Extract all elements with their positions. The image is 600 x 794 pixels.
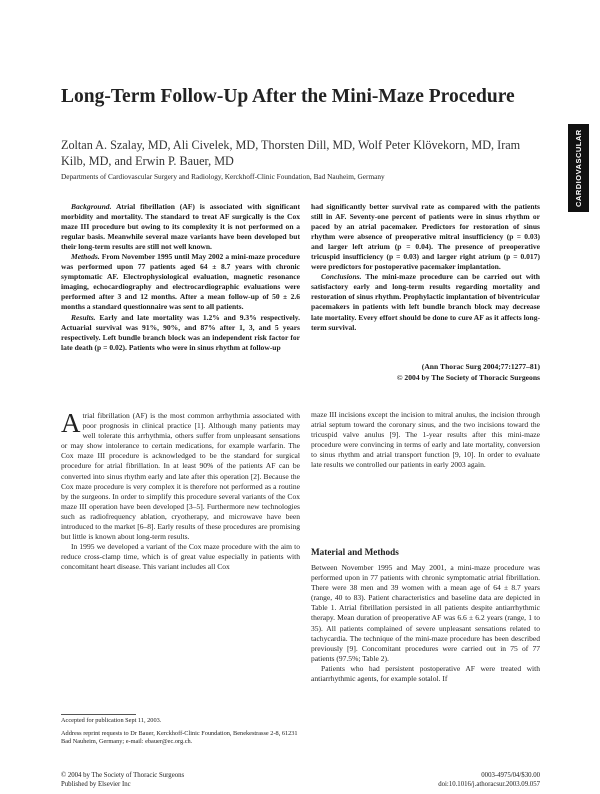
abstract-left-column [61,202,300,353]
abstract-results-right: had significantly better survival rate as compared with the patients still in AF. Seventy-one percent of patients were in sinus rhythm or paced by an atrial pacemaker. Predictors for restoration of sinus rhythm were absence of preoperative mitral insufficiency (p = 0.03) and larger left atrium (p = 0.04). The presence of preoperative tricuspid insufficiency (p = 0.03) and larger right atrium (p = 0.017) were predictors for postoperative pacemaker implantation. [311,202,540,272]
footer-right [311,771,540,789]
abstract-right-column [311,202,540,333]
reprint-address: Address reprint requests to Dr Bauer, Kerckhoff-Clinic Foundation, Benekestrasse 2-8, 61231 Bad Nauheim, Germany; e-mail: ebauer@ec.org.ch. [61,730,298,745]
footer-issn: 0003-4975/04/$30.00 [481,772,540,779]
article-title: Long-Term Follow-Up After the Mini-Maze Procedure [61,86,515,107]
affiliation: Departments of Cardiovascular Surgery and Radiology, Kerckhoff-Clinic Foundation, Bad Nauheim, Germany [61,172,385,181]
footer-left [61,771,301,789]
author-list: Zoltan A. Szalay, MD, Ali Civelek, MD, Thorsten Dill, MD, Wolf Peter Klövekorn, MD, Iram Kilb, MD, and Erwin P. Bauer, MD [61,138,521,168]
abstract-conclusions: The mini-maze procedure can be carried out with satisfactory early and long-term results regarding mortality and restoration of sinus rhythm. Prophylactic implantation of biventricular pacemakers in patients with left bundle branch block may decrease late mortality. Every effort should be done to cure AF as it affects long-term survival. [311,272,540,332]
footer-copyright: © 2004 by The Society of Thoracic Surgeons [61,772,185,779]
abstract-conclusions-label: Conclusions. [321,272,362,282]
methods-paragraph-1: Between November 1995 and May 2001, a mini-maze procedure was performed upon in 77 patients with chronic symptomatic atrial fibrillation. There were 38 men and 39 women with a mean age of 64 ± 8.7 years (range, 40 to 83). Patient characteristics and baseline data are depicted in Table 1. Atrial fibrillation persisted in all patients despite antiarrhythmic therapy. Mean duration of preoperative AF was 6.6 ± 6.2 years (range, 1 to 35). All patients complained of severe unpleasant sensations related to tachycardia. The technique of the mini-maze procedure has been described previously [9]. Concomitant procedures were carried out in 75 of 77 patients (97.5%; Table 2). [311,563,540,663]
intro-paragraph-1: trial fibrillation (AF) is the most common arrhythmia associated with poor prognosis in clinical practice [1]. Although many patients may well tolerate this arrhythmia, others suffer from unpleasant sensations or may show intolerance to certain medications, for example warfarin. The Cox maze III procedure is acknowledged to be the standard for surgical procedure for atrial fibrillation. In at least 90% of the patients AF can be converted into sinus rhythm early and late after this operation [2]. Because the Cox maze procedure is very complex it is therefore not performed as a routine by the surgeons. In order to simplify this procedure several variants of the Cox maze III operation have been developed [3–5]. Furthermore new technologies such as radiofrequency ablation, cryotherapy, and microwave have been introduced to the market [6–8]. Early results of these procedures are promising but little is known about long-term results. [61,411,300,542]
abstract-background-label: Background. [71,202,112,211]
body-right-column-top [311,410,540,471]
footer-publisher: Published by Elsevier Inc [61,781,131,788]
journal-citation: (Ann Thorac Surg 2004;77:1277–81) [421,362,540,371]
citation-block [311,362,540,383]
intro-paragraph-2: In 1995 we developed a variant of the Cox maze procedure with the aim to reduce cross-clamp time, which is of great value especially in patients with concomitant heart disease. This variant includes all Cox [61,542,300,572]
abstract-results-left: Early and late mortality was 1.2% and 9.3% respectively. Actuarial survival was 91%, 90%, and 87% after 1, 3, and 5 years respectively. Left bundle branch block was an independent risk factor for late death (p = 0.02). Patients who were in sinus rhythm at follow-up [61,312,300,352]
methods-heading: Material and Methods [311,547,399,557]
body-left-column [61,408,300,573]
abstract-background: Atrial fibrillation (AF) is associated with significant morbidity and mortality. The standard to treat AF surgically is the Cox maze III procedure but owing to its complexity it is not performed on a regular basis. Meanwhile several maze variants have been developed but their long-term results are still not well known. [61,202,300,252]
footnote-divider [61,714,136,715]
drop-cap: A [61,408,81,438]
abstract-results-label: Results. [71,312,96,322]
intro-continuation: maze III incisions except the incision to mitral anulus, the incision through atrial septum toward the coronary sinus, and the two incisions toward the tricuspid valve anulus [9]. The 1-year results after this mini-maze procedure were convincing in terms of early and late mortality, conversion to sinus rhythm and atrial transport function [9, 10]. In order to evaluate late results we controlled our patients in early 2003 again. [311,410,540,470]
methods-paragraph-2: Patients who had persistent postoperative AF were treated with antiarrhythmic agents, for example sotalol. If [311,663,540,684]
abstract-methods-label: Methods. [71,252,100,262]
accepted-note: Accepted for publication Sept 11, 2003. [61,717,162,724]
abstract-methods: From November 1995 until May 2002 a mini-maze procedure was performed upon 77 patients aged 64 ± 8.7 years with chronic symptomatic AF. Electrophysiological evaluation, magnetic resonance imaging, echocardiography and electrocardiographic evaluations were performed after 3 and 12 months. After a mean follow-up of 50 ± 2.6 months a standard questionnaire was sent to all patients. [61,252,300,312]
copyright-line: © 2004 by The Society of Thoracic Surgeons [396,372,540,382]
section-tab-label: CARDIOVASCULAR [574,129,583,207]
footer-doi: doi:10.1016/j.athoracsur.2003.09.057 [438,781,540,788]
methods-section [311,563,540,684]
